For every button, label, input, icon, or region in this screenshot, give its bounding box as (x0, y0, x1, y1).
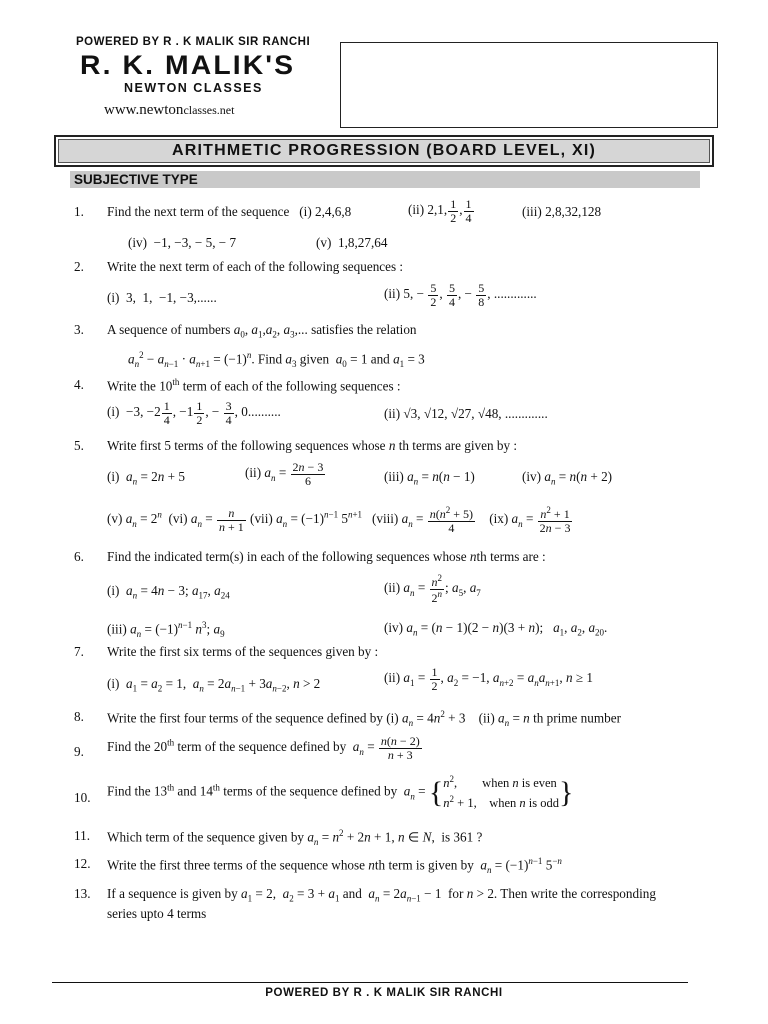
question-text-continuation: series upto 4 terms (107, 906, 207, 921)
question-part: (ii) $a_n$ = $\frac{2n - 3}{6}$ (245, 460, 324, 488)
question-part: (i) 3, 1, −1, −3,...... (107, 290, 217, 305)
question-text: Which term of the sequence given by $a_n = n^2 + 2n + 1$, n ∈ N, is 361 ? (107, 828, 483, 848)
question-number: 13. (74, 886, 91, 901)
question-number: 2. (74, 259, 84, 274)
question-number: 11. (74, 828, 90, 843)
question-part: (ii) 5, − $\frac{5}{2}$ , $\frac{5}{4}$ , − $\frac{5}{8}$ , ............. (384, 281, 537, 309)
footer-divider (52, 982, 688, 983)
question-part: (ii) √3, √12, √27, √48, ............. (384, 406, 548, 421)
question-text: Write the 10th term of each of the following sequences : (107, 377, 401, 394)
question-number: 8. (74, 709, 84, 724)
footer-powered-by: POWERED BY R . K MALIK SIR RANCHI (265, 987, 503, 999)
question-part: (i) $a_n = 4n - 3$; $a_{17}$, $a_{24}$ (107, 583, 230, 601)
header-blank-box (340, 42, 718, 128)
question-text: Find the indicated term(s) in each of the following sequences whose nth terms are : (107, 549, 546, 564)
question-number: 12. (74, 856, 91, 871)
chapter-banner: ARITHMETIC PROGRESSION (BOARD LEVEL, XI) (54, 135, 714, 167)
question-text: Write the next term of each of the following sequences : (107, 259, 404, 274)
logo-subtitle: NEWTON CLASSES (124, 81, 263, 95)
question-part: (i) $a_1 = a_2 = 1$, $a_n = 2a_{n-1} + 3a_{n-2}$, n > 2 (107, 676, 321, 694)
question-text: Write the first six terms of the sequences given by : (107, 644, 379, 659)
question-text: Find the next term of the sequence (i) 2,4,6,8 (107, 204, 352, 219)
question-part: (iii) $a_n = n(n - 1)$ (384, 469, 475, 487)
question-number: 10. (74, 790, 91, 805)
question-number: 5. (74, 438, 84, 453)
question-text: If a sequence is given by $a_1 = 2$, $a_2 = 3 + a_1$ and $a_n = 2a_{n-1} - 1$ for n > 2. Then write the corresponding (107, 886, 656, 904)
question-text: A sequence of numbers $a_0$, $a_1,a_2$, $a_3$,... satisfies the relation (107, 322, 417, 340)
question-part: (iv) $a_n = (n - 1)(2 - n)(3 + n)$; $a_1$, $a_2$, $a_{20}$. (384, 620, 608, 638)
section-heading: SUBJECTIVE TYPE (70, 171, 700, 188)
question-text: Write first 5 terms of the following sequences whose n th terms are given by : (107, 438, 518, 453)
question-number: 7. (74, 644, 84, 659)
question-number: 4. (74, 377, 84, 392)
question-part: (iii) 2,8,32,128 (522, 204, 602, 219)
question-part: (v) $a_n = 2^n$ (vi) $a_n$ = $\frac{n}{n + 1}$ (vii) $a_n = (-1)^{n-1}$ $5^{n+1}$ (viii) $a_n$ = $\frac{n(n^2 + 5)}{4}$ (ix) $a_n$ = $\frac{n^2 + 1}{2n - 3}$ (107, 505, 571, 535)
question-text: Find the 20th term of the sequence defined by $a_n$ = $\frac{n(n - 2)}{n + 3}$ (107, 734, 420, 762)
question-number: 3. (74, 322, 84, 337)
question-number: 1. (74, 204, 84, 219)
question-part: (ii) $a_n$ = $\frac{n^2}{2^n}$ ; $a_5$, $a_7$ (384, 573, 481, 605)
question-part: (ii) 2,1, $\frac{1}{2}$ , $\frac{1}{4}$ (408, 197, 472, 225)
question-part: (iv) $a_n = n(n + 2)$ (522, 469, 613, 487)
question-text: Find the 13th and 14th terms of the sequence defined by $a_n = \{n^2$, when n is even $n^2 + 1$, when n is odd} (107, 774, 574, 810)
question-part: (ii) $a_1$ = $\frac{1}{2}$ , $a_2 = -1$, $a_{n+2} = a_na_{n+1}$, n ≥ 1 (384, 665, 593, 693)
question-part: (iii) $a_n = (-1)^{n-1}$ $n^3$; $a_9$ (107, 620, 225, 640)
question-text: Write the first three terms of the sequence whose nth term is given by $a_n = (-1)^{n-1}$ $5^{-n}$ (107, 856, 562, 876)
logo-title: R. K. MALIK'S (80, 50, 296, 80)
question-text: Write the first four terms of the sequence defined by (i) $a_n = 4n^2 + 3$ (ii) $a_n = n$ th prime number (107, 709, 621, 729)
powered-by-header: POWERED BY R . K MALIK SIR RANCHI (76, 36, 311, 48)
question-number: 9. (74, 744, 84, 759)
question-part: $a_n^2 - a_{n-1} \cdot a_{n+1} = (-1)^n$. Find $a_3$ given $a_0 = 1$ and $a_1 = 3$ (128, 350, 425, 370)
question-part: (i) $a_n = 2n + 5$ (107, 469, 185, 487)
question-part: (i) −3, −2 $\frac{1}{4}$ , −1 $\frac{1}{2}$ , − $\frac{3}{4}$ , 0.......... (107, 399, 281, 427)
website-link[interactable]: www.newtonclasses.net (104, 102, 235, 118)
question-part: (v) 1,8,27,64 (316, 235, 388, 250)
question-number: 6. (74, 549, 84, 564)
question-part: (iv) −1, −3, − 5, − 7 (128, 235, 237, 250)
